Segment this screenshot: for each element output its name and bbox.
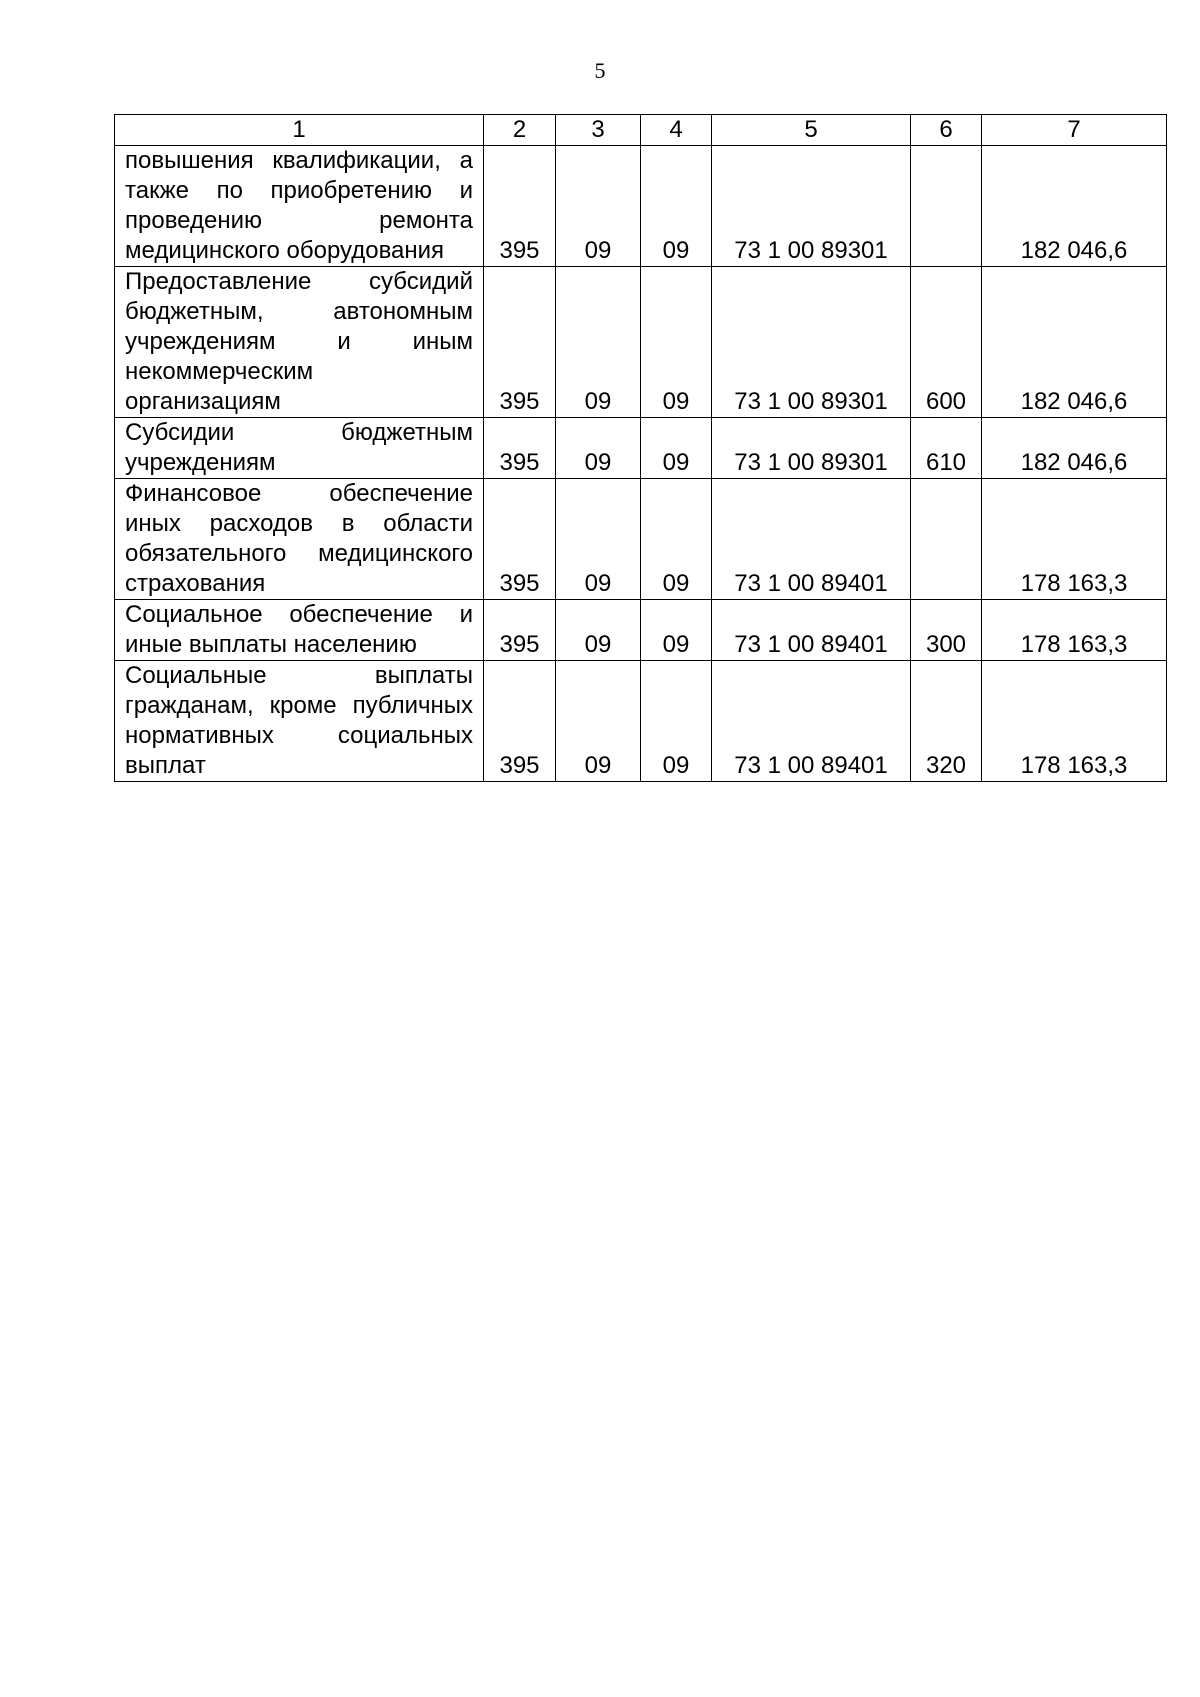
row-description: Предоставление субсидий бюджетным, автономным учреждениям и иным некоммерческим организациям — [115, 267, 484, 418]
table-row — [115, 661, 1167, 782]
column-header-7: 7 — [982, 115, 1167, 146]
row-cell-4: 09 — [641, 479, 712, 600]
row-cell-4: 09 — [641, 661, 712, 782]
row-cell-7: 182 046,6 — [982, 418, 1167, 479]
row-cell-5: 73 1 00 89401 — [712, 661, 911, 782]
row-cell-5: 73 1 00 89301 — [712, 418, 911, 479]
column-header-1: 1 — [115, 115, 484, 146]
row-cell-2: 395 — [484, 479, 556, 600]
row-cell-3: 09 — [556, 418, 641, 479]
row-cell-3: 09 — [556, 479, 641, 600]
table-row — [115, 600, 1167, 661]
row-cell-4: 09 — [641, 267, 712, 418]
row-cell-7: 178 163,3 — [982, 479, 1167, 600]
header-row — [115, 115, 1167, 146]
row-cell-7: 182 046,6 — [982, 267, 1167, 418]
row-description: Социальное обеспечение и иные выплаты населению — [115, 600, 484, 661]
row-cell-3: 09 — [556, 661, 641, 782]
row-cell-2: 395 — [484, 418, 556, 479]
page-number: 5 — [594, 58, 606, 83]
table-row — [115, 267, 1167, 418]
row-cell-5: 73 1 00 89301 — [712, 267, 911, 418]
row-cell-2: 395 — [484, 661, 556, 782]
column-header-2: 2 — [484, 115, 556, 146]
column-header-6: 6 — [911, 115, 982, 146]
row-cell-6: 300 — [911, 600, 982, 661]
column-header-4: 4 — [641, 115, 712, 146]
row-cell-4: 09 — [641, 418, 712, 479]
row-cell-6 — [911, 146, 982, 267]
row-cell-5: 73 1 00 89401 — [712, 479, 911, 600]
row-cell-2: 395 — [484, 267, 556, 418]
row-description: Социальные выплаты гражданам, кроме публичных нормативных социальных выплат — [115, 661, 484, 782]
row-cell-3: 09 — [556, 267, 641, 418]
row-cell-6 — [911, 479, 982, 600]
row-cell-3: 09 — [556, 146, 641, 267]
column-header-5: 5 — [712, 115, 911, 146]
row-cell-5: 73 1 00 89301 — [712, 146, 911, 267]
row-cell-4: 09 — [641, 146, 712, 267]
table-row — [115, 418, 1167, 479]
row-cell-6: 320 — [911, 661, 982, 782]
row-cell-6: 600 — [911, 267, 982, 418]
row-cell-2: 395 — [484, 146, 556, 267]
row-cell-7: 182 046,6 — [982, 146, 1167, 267]
row-cell-7: 178 163,3 — [982, 600, 1167, 661]
row-description: Финансовое обеспечение иных расходов в области обязательного медицинского страхования — [115, 479, 484, 600]
row-cell-4: 09 — [641, 600, 712, 661]
row-cell-5: 73 1 00 89401 — [712, 600, 911, 661]
column-header-3: 3 — [556, 115, 641, 146]
row-description: повышения квалификации, а также по приобретению и проведению ремонта медицинского оборудования — [115, 146, 484, 267]
row-cell-6: 610 — [911, 418, 982, 479]
row-cell-7: 178 163,3 — [982, 661, 1167, 782]
budget-table — [114, 114, 1167, 782]
row-cell-2: 395 — [484, 600, 556, 661]
row-cell-3: 09 — [556, 600, 641, 661]
table-row — [115, 146, 1167, 267]
table-row — [115, 479, 1167, 600]
row-description: Субсидии бюджетным учреждениям — [115, 418, 484, 479]
